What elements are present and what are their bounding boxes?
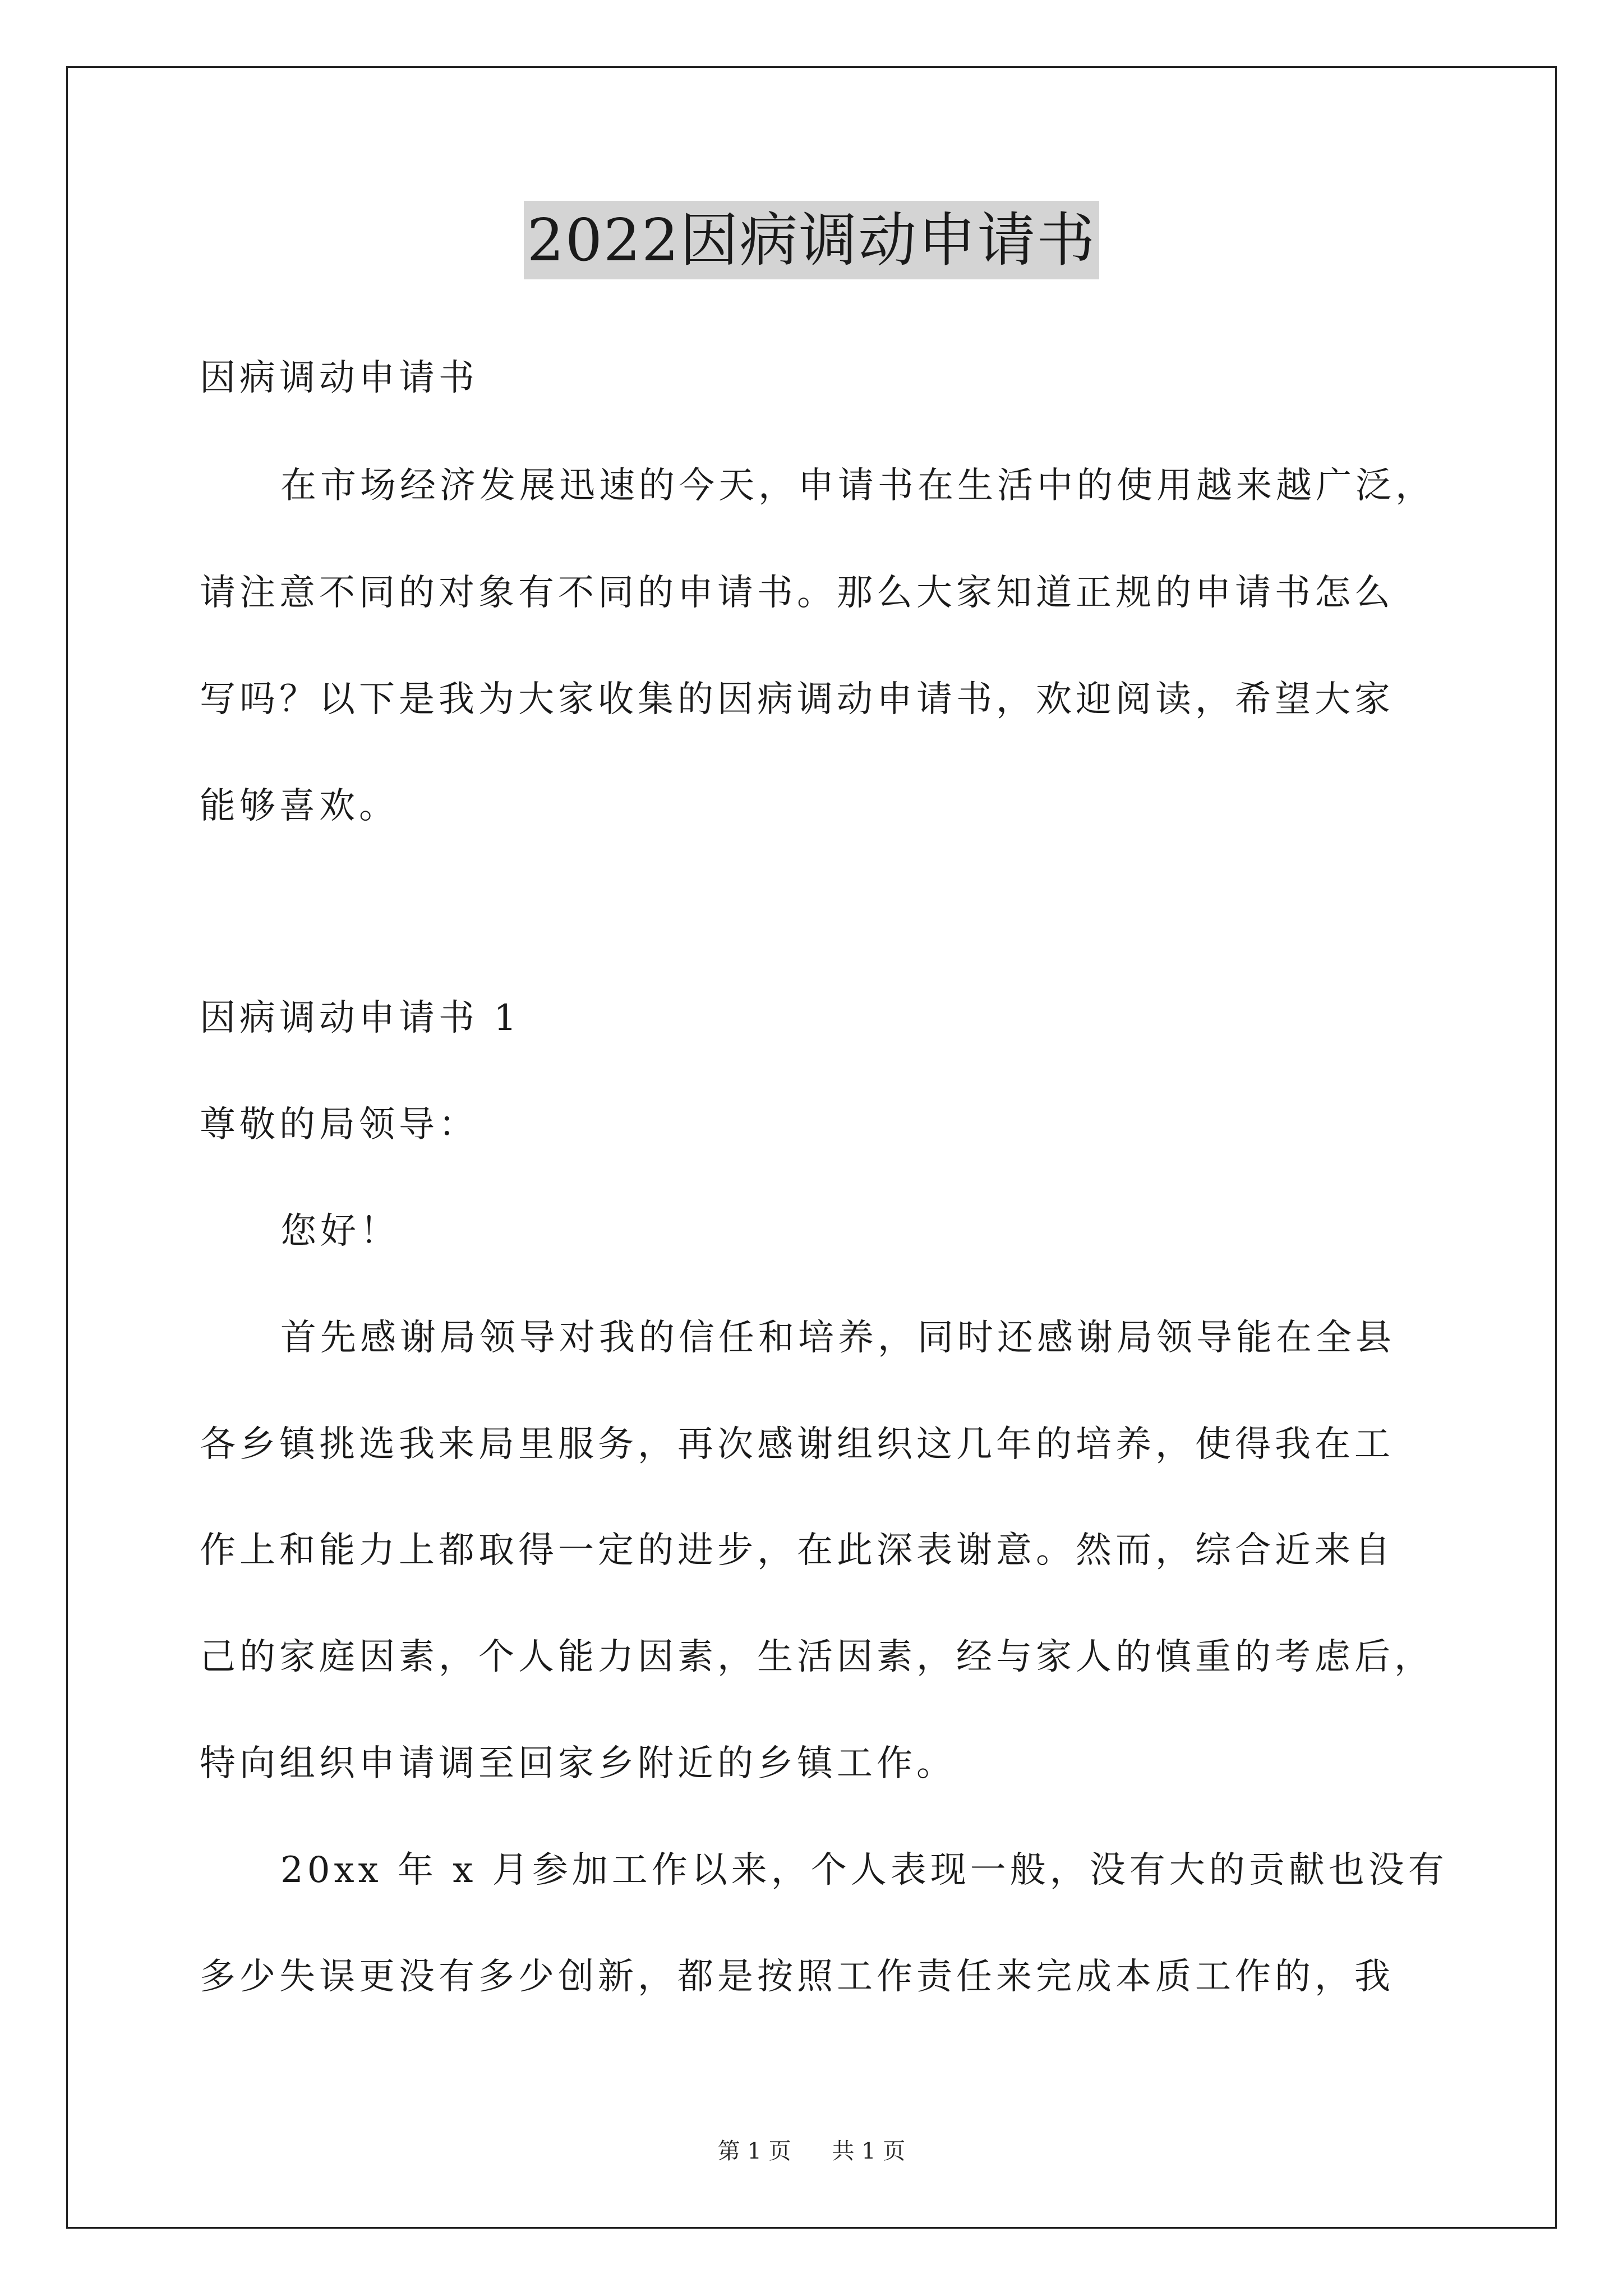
subtitle: 因病调动申请书 <box>200 357 478 399</box>
intro-line: 写吗？以下是我为大家收集的因病调动申请书，欢迎阅读，希望大家 <box>200 679 1394 720</box>
paragraph-line: 己的家庭因素，个人能力因素，生活因素，经与家人的慎重的考虑后， <box>200 1636 1434 1678</box>
paragraph-line: 多少失误更没有多少创新，都是按照工作责任来完成本质工作的，我 <box>200 1956 1394 1998</box>
paragraph-line: 特向组织申请调至回家乡附近的乡镇工作。 <box>200 1743 956 1784</box>
intro-line: 能够喜欢。 <box>200 785 399 827</box>
paragraph-line: 首先感谢局领导对我的信任和培养，同时还感谢局领导能在全县 <box>280 1317 1395 1359</box>
paragraph-line: 作上和能力上都取得一定的进步，在此深表谢意。然而，综合近来自 <box>200 1530 1394 1571</box>
intro-line: 请注意不同的对象有不同的申请书。那么大家知道正规的申请书怎么 <box>200 572 1394 614</box>
intro-line: 在市场经济发展迅速的今天，申请书在生活中的使用越来越广泛， <box>280 465 1435 507</box>
page-footer <box>0 2137 1623 2165</box>
page-total: 共 1 页 <box>832 2138 906 2164</box>
page-number: 第 1 页 <box>717 2138 791 2164</box>
section-heading: 因病调动申请书 1 <box>200 997 521 1039</box>
document-title-text: 2022因病调动申请书 <box>524 201 1100 279</box>
paragraph-line: 20xx 年 x 月参加工作以来，个人表现一般，没有大的贡献也没有 <box>280 1849 1448 1891</box>
paragraph-line: 各乡镇挑选我来局里服务，再次感谢组织这几年的培养，使得我在工 <box>200 1424 1394 1465</box>
salutation: 尊敬的局领导： <box>200 1104 478 1145</box>
greeting: 您好！ <box>280 1211 400 1252</box>
document-title <box>0 201 1623 279</box>
